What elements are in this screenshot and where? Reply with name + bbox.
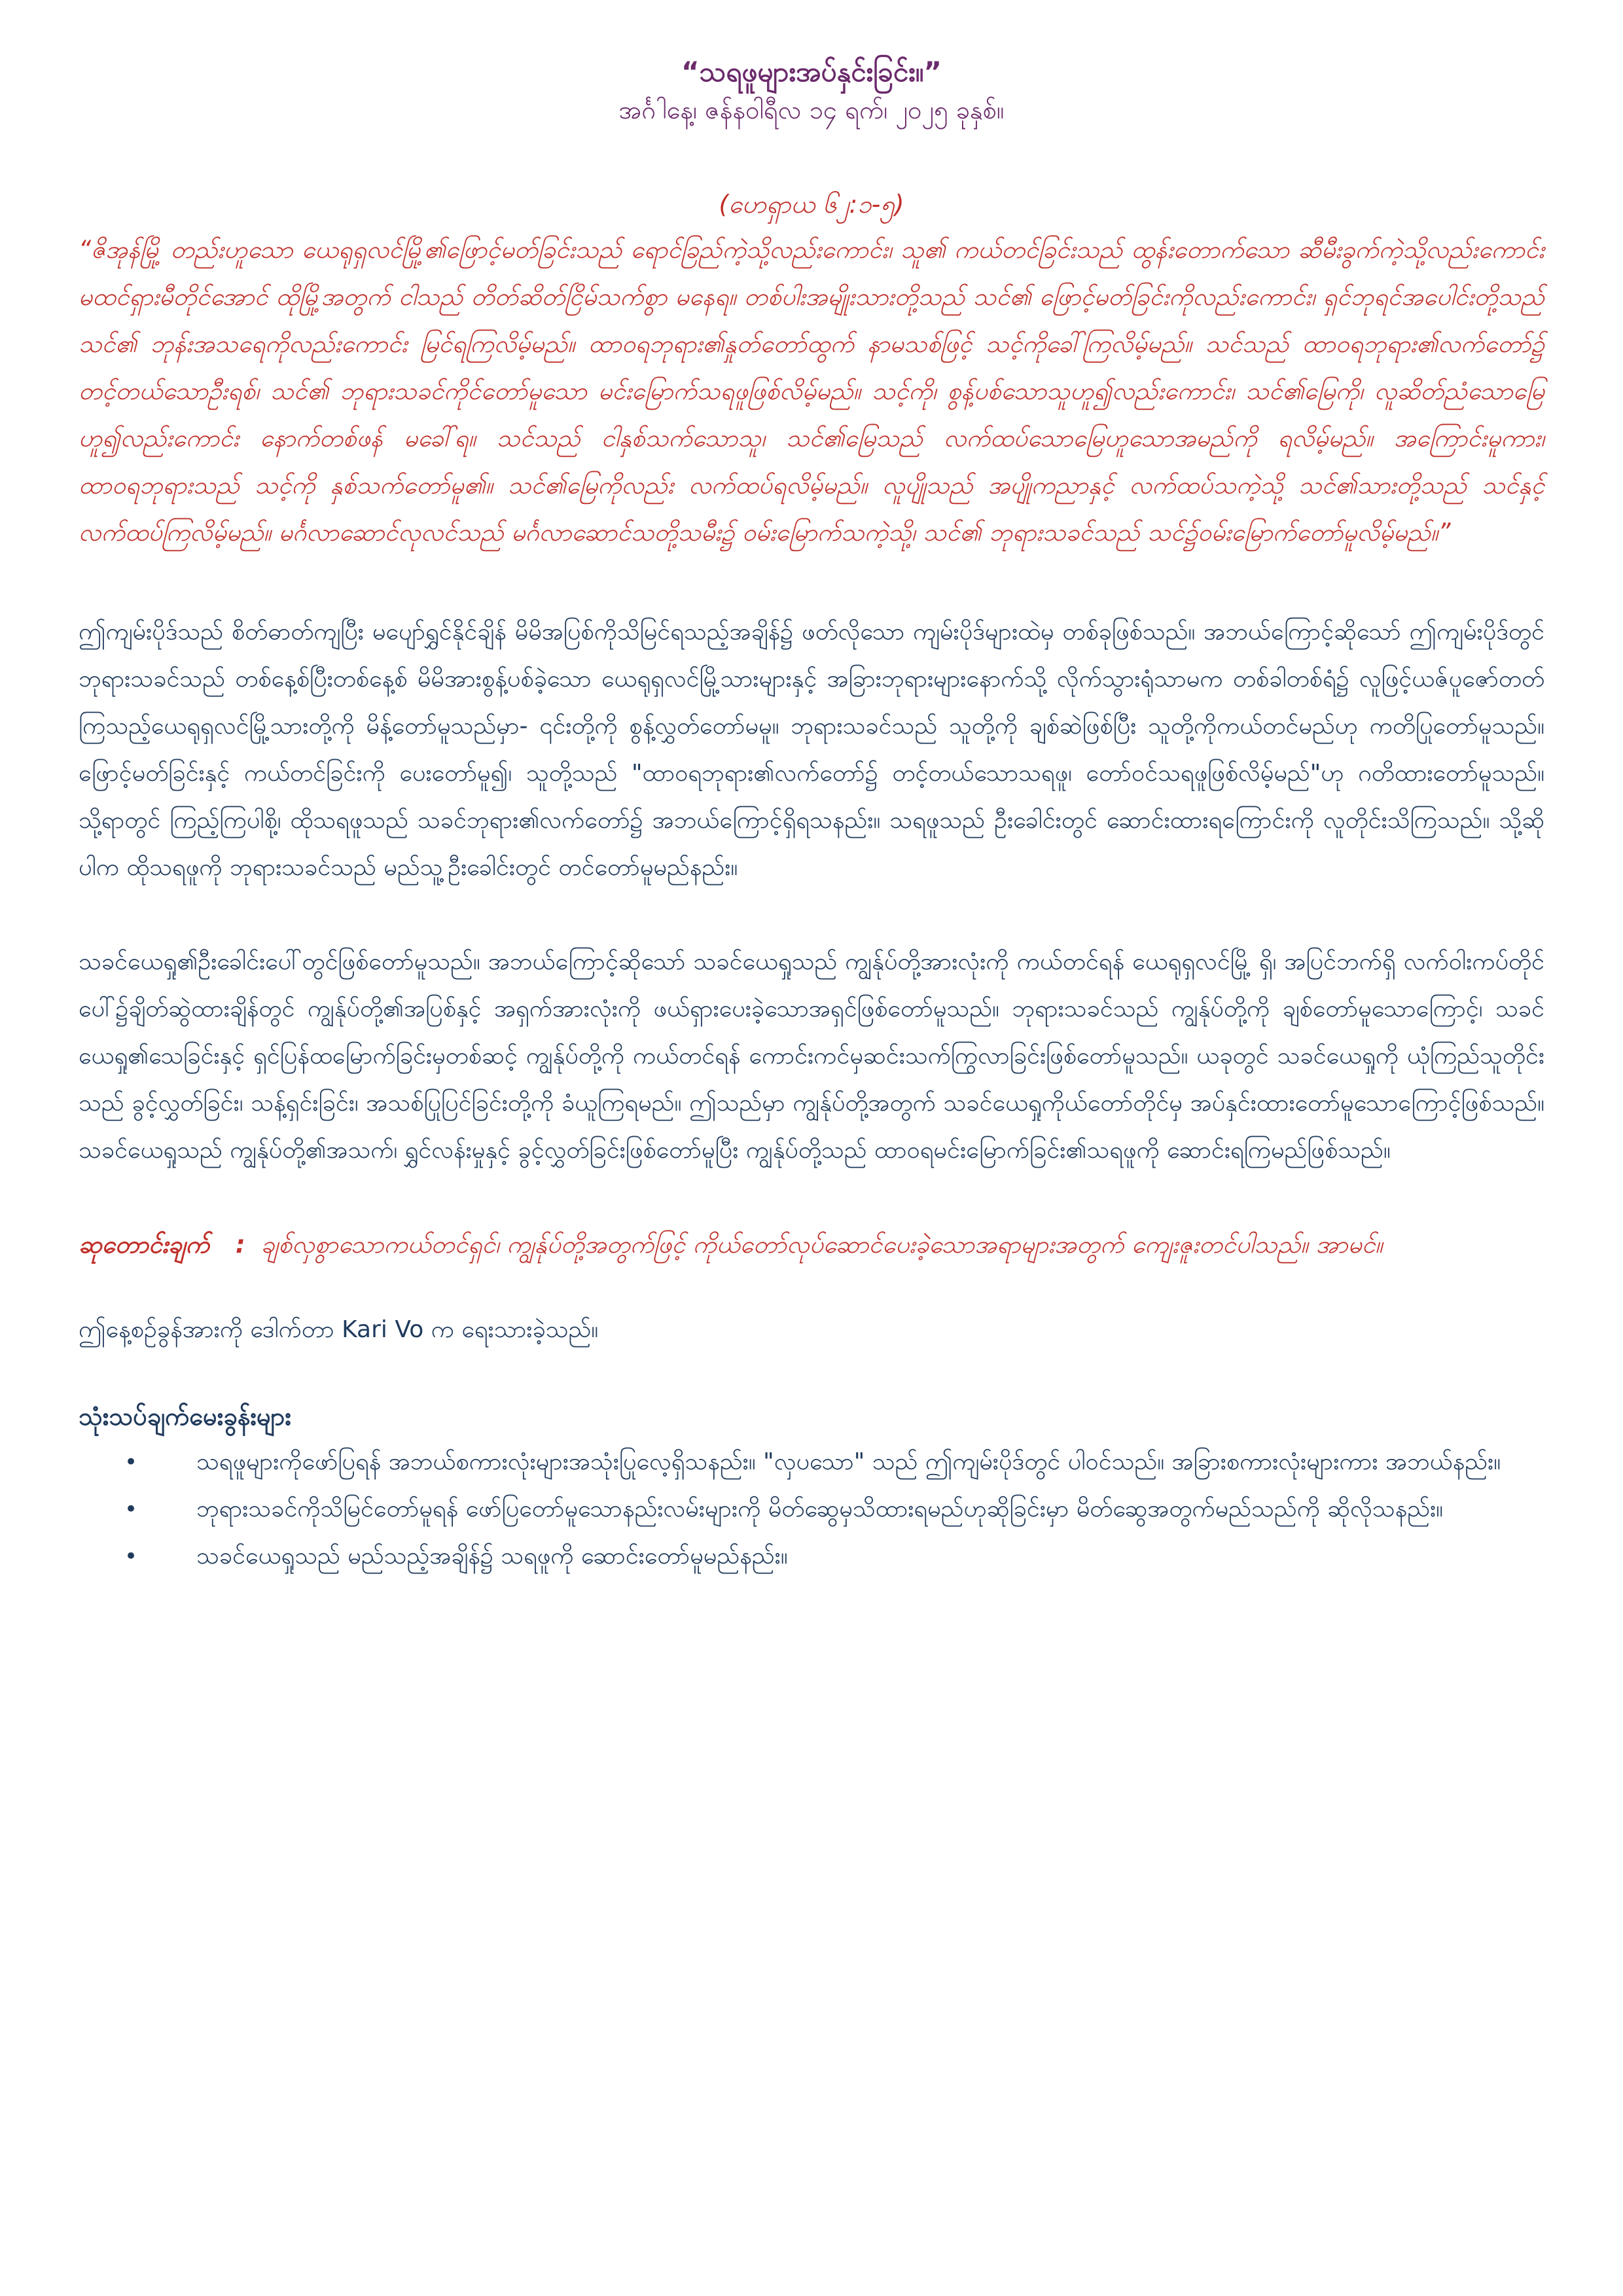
prayer-block: [79, 1221, 1544, 1268]
question-item: [124, 1535, 1544, 1577]
question-text: သခင်ယေရှုသည် မည်သည့်အချိန်၌ သရဖူကို ဆောင်းတော်မူမည်နည်း။: [196, 1543, 788, 1570]
bullet-icon: •: [124, 1543, 138, 1570]
questions-list: [79, 1441, 1544, 1577]
page-title: “သရဖူများအပ်နှင်းခြင်း။”: [681, 56, 942, 88]
bullet-icon: •: [124, 1496, 138, 1522]
prayer-label: ဆုတောင်းချက်: [79, 1230, 209, 1259]
body-paragraph-2: သခင်ယေရှု၏ဦးခေါင်းပေါ်တွင်ဖြစ်တော်မူသည်။ အဘယ်ကြောင့်ဆိုသော် သခင်ယေရှုသည် ကျွန်ုပ်တို့အားလုံးကို ကယ်တင်ရန် ယေရုရှလင်မြို့ ရှိ၊ အပြင်ဘက်ရှိ လက်ဝါးကပ်တိုင်ပေါ်၌ချိတ်ဆွဲထားချိန်တွင် ကျွန်ုပ်တို့၏အပြစ်နှင့် အရှက်အားလုံးကို ဖယ်ရှားပေးခဲ့သောအရှင်ဖြစ်တော်မူသည်။ ဘုရားသခင်သည် ကျွန်ုပ်တို့ကို ချစ်တော်မူသောကြောင့်၊ သခင်ယေရှု၏သေခြင်းနှင့် ရှင်ပြန်ထမြောက်ခြင်းမှတစ်ဆင့် ကျွန်ုပ်တို့ကို ကယ်တင်ရန် ကောင်းကင်မှဆင်းသက်ကြွလာခြင်းဖြစ်တော်မူသည်။ ယခုတွင် သခင်ယေရှုကို ယုံကြည်သူတိုင်းသည် ခွင့်လွှတ်ခြင်း၊ သန့်ရှင်းခြင်း၊ အသစ်ပြုပြင်ခြင်းတို့ကို ခံယူကြရမည်။ ဤသည်မှာ ကျွန်ုပ်တို့အတွက် သခင်ယေရှုကိုယ်တော်တိုင်မှ အပ်နှင်းထားတော်မူသောကြောင့်ဖြစ်သည်။ သခင်ယေရှုသည် ကျွန်ုပ်တို့၏အသက်၊ ရွှင်လန်းမှုနှင့် ခွင့်လွှတ်ခြင်းဖြစ်တော်မူပြီး ကျွန်ုပ်တို့သည် ထာဝရမင်းမြောက်ခြင်း၏သရဖူကို ဆောင်းရကြမည်ဖြစ်သည်။: [79, 948, 1544, 1164]
body-paragraph-1: ဤကျမ်းပိုဒ်သည် စိတ်ဓာတ်ကျပြီး မပျော်ရွှင်နိုင်ချိန် မိမိအပြစ်ကိုသိမြင်ရသည့်အချိန်၌ ဖတ်လိုသော ကျမ်းပိုဒ်များထဲမှ တစ်ခုဖြစ်သည်။ အဘယ်ကြောင့်ဆိုသော် ဤကျမ်းပိုဒ်တွင် ဘုရားသခင်သည် တစ်နေ့စ်ပြီးတစ်နေ့စ် မိမိအားစွန့်ပစ်ခဲ့သော ယေရုရှလင်မြို့သားများနှင့် အခြားဘုရားများနောက်သို့ လိုက်သွားရုံသာမက တစ်ခါတစ်ရံ၌ လူဖြင့်ယဇ်ပူဇော်တတ်ကြသည့်ယေရုရှလင်မြို့သားတို့ကို မိန့်တော်မူသည်မှာ- ၎င်းတို့ကို စွန့်လွှတ်တော်မမူ။ ဘုရားသခင်သည် သူတို့ကို ချစ်ဆဲဖြစ်ပြီး သူတို့ကိုကယ်တင်မည်ဟု ကတိပြုတော်မူသည်။ ဖြောင့်မတ်ခြင်းနှင့် ကယ်တင်ခြင်းကို ပေးတော်မူ၍၊ သူတို့သည် "ထာဝရဘုရား၏လက်တော်၌ တင့်တယ်သောသရဖူ၊ တော်ဝင်သရဖူဖြစ်လိမ့်မည်"ဟု ဂတိထားတော်မူသည်။ သို့ရာတွင် ကြည့်ကြပါစို့၊ ထိုသရဖူသည် သခင်ဘုရား၏လက်တော်၌ အဘယ်ကြောင့်ရှိရသနည်း။ သရဖူသည် ဦးခေါင်းတွင် ဆောင်းထားရကြောင်းကို လူတိုင်းသိကြသည်။ သို့ဆိုပါက ထိုသရဖူကို ဘုရားသခင်သည် မည်သူ့ဦးခေါင်းတွင် တင်တော်မူမည်နည်း။: [79, 619, 1544, 881]
scripture-text: “ဇိအုန်မြို့ တည်းဟူသော ယေရုရှလင်မြို့၏ဖြောင့်မတ်ခြင်းသည် ရောင်ခြည်ကဲ့သို့လည်းကောင်း၊ သူ၏ ကယ်တင်ခြင်းသည် ထွန်းတောက်သော ဆီမီးခွက်ကဲ့သို့လည်းကောင်း မထင်ရှားမီတိုင်အောင် ထိုမြို့အတွက် ငါသည် တိတ်ဆိတ်ငြိမ်သက်စွာ မနေရ။ တစ်ပါးအမျိုးသားတို့သည် သင်၏ ဖြောင့်မတ်ခြင်းကိုလည်းကောင်း၊ ရှင်ဘုရင်အပေါင်းတို့သည် သင်၏ ဘုန်းအသရေကိုလည်းကောင်း မြင်ရကြလိမ့်မည်။ ထာဝရဘုရား၏နှုတ်တော်ထွက် နာမသစ်ဖြင့် သင့်ကိုခေါ်ကြလိမ့်မည်။ သင်သည် ထာဝရဘုရား၏လက်တော်၌ တင့်တယ်သောဦးရစ်၊ သင်၏ ဘုရားသခင်ကိုင်တော်မူသော မင်းမြောက်သရဖူဖြစ်လိမ့်မည်။ သင့်ကို၊ စွန့်ပစ်သောသူဟူ၍လည်းကောင်း၊ သင်၏မြေကို၊ လူဆိတ်ညံသောမြေဟူ၍လည်းကောင်း နောက်တစ်ဖန် မခေါ်ရ။ သင်သည် ငါနှစ်သက်သောသူ၊ သင်၏မြေသည် လက်ထပ်သောမြေဟူသောအမည်ကို ရလိမ့်မည်။ အကြောင်းမူကား၊ ထာဝရဘုရားသည် သင့်ကို နှစ်သက်တော်မူ၏။ သင်၏မြေကိုလည်း လက်ထပ်ရလိမ့်မည်။ လူပျိုသည် အပျိုကညာနှင့် လက်ထပ်သကဲ့သို့ သင်၏သားတို့သည် သင်နှင့် လက်ထပ်ကြလိမ့်မည်။ မင်္ဂလာဆောင်လုလင်သည် မင်္ဂလာဆောင်သတို့သမီး၌ ဝမ်းမြောက်သကဲ့သို့၊ သင်၏ ဘုရားသခင်သည် သင်၌ဝမ်းမြောက်တော်မူလိမ့်မည်။”: [79, 236, 1544, 547]
bullet-icon: •: [124, 1449, 138, 1475]
devotional-page: [79, 52, 1544, 1583]
question-item: [124, 1488, 1544, 1530]
scripture-reference: (ဟေရှာယ ၆၂:၁-၅): [719, 190, 904, 219]
question-item: [124, 1441, 1544, 1483]
question-text: ဘုရားသခင်ကိုသိမြင်တော်မူရန် ဖော်ပြတော်မူသောနည်းလမ်းများကို မိတ်ဆွေမှသိထားရမည်ဟုဆိုခြင်းမှာ မိတ်ဆွေအတွက်မည်သည်ကို ဆိုလိုသနည်း။: [196, 1496, 1444, 1522]
author-line: ဤနေ့စဉ်ခွန်အားကို ဒေါက်တာ Kari Vo က ရေးသားခဲ့သည်။: [79, 1316, 599, 1343]
prayer-text: ချစ်လှစွာသောကယ်တင်ရှင်၊ ကျွန်ုပ်တို့အတွက်ဖြင့် ကိုယ်တော်လုပ်ဆောင်ပေးခဲ့သောအရာများအတွက် ကျေးဇူးတင်ပါသည်။ အာမင်။: [260, 1230, 1383, 1259]
question-text: သရဖူများကိုဖော်ပြရန် အဘယ်စကားလုံးများအသုံးပြုလေ့ရှိသနည်း။ "လှပသော" သည် ဤကျမ်းပိုဒ်တွင် ပါဝင်သည်။ အခြားစကားလုံးများကား အဘယ်နည်း။: [196, 1448, 1501, 1475]
questions-heading: သုံးသပ်ချက်မေးခွန်းများ: [79, 1402, 292, 1431]
prayer-colon: :: [235, 1230, 245, 1259]
dateline: အင်္ဂါနေ့၊ ဇန်နဝါရီလ ၁၄ ရက်၊ ၂၀၂၅ ခုနှစ်။: [618, 96, 1005, 124]
